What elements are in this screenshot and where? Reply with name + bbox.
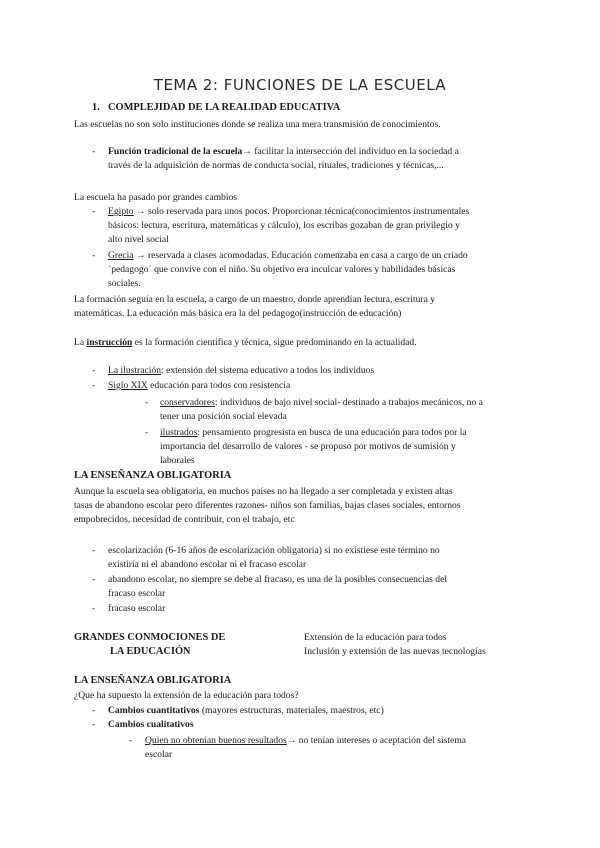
bullet-dash: -	[92, 380, 96, 391]
funcion-text-1: → facilitar la intersección del individuo en la sociedad a	[242, 146, 459, 157]
bullet-dash: -	[92, 206, 96, 217]
conmociones-heading-2: LA EDUCACIÓN	[110, 646, 191, 657]
funcion-term: Función tradicional de la escuela	[108, 146, 243, 157]
conservadores-term: conservadores	[160, 397, 215, 408]
bullet-dash: -	[92, 146, 96, 157]
instruccion-post: es la formación científica y técnica, sigue predominando en la actualidad.	[132, 337, 417, 348]
ilustrados-line-1	[160, 426, 467, 439]
ilustrados-line-3: laborales	[160, 455, 195, 466]
escolarizacion-line-2: existiría ni el abandono escolar ni el fracaso escolar	[108, 559, 307, 570]
section-heading-complejidad: COMPLEJIDAD DE LA REALIDAD EDUCATIVA	[108, 102, 341, 113]
obligatoria-line-2: tasas de abandono escolar pero diferentes razones- niños son familias, bajas clases sociales, entornos	[74, 500, 461, 511]
grecia-line-2: `pedagogo´ que convive con el niño. Su objetivo era inculcar valores y habilidades básicas	[108, 264, 456, 275]
instruccion-term: instrucción	[86, 337, 133, 348]
bullet-dash: -	[92, 365, 96, 376]
egipto-line-1	[108, 205, 469, 218]
egipto-text-1: → solo reservada para unos pocos. Proporcionar técnica(conocimientos instrumentales	[133, 206, 470, 217]
quien-text-1: → no tenían intereses o aceptación del sistema	[286, 735, 467, 746]
question-line: ¿Que ha supuesto la extensión de la educación para todos?	[74, 690, 299, 701]
section-heading-obligatoria: LA ENSEÑANZA OBLIGATORIA	[74, 470, 232, 481]
ilustracion-term: La ilustración	[108, 365, 162, 376]
bullet-dash: -	[92, 545, 96, 556]
abandono-line-1: abandono escolar, no siempre se debe al fracaso, es una de la posibles consecuencias del	[108, 574, 447, 585]
conmociones-heading-1: GRANDES CONMOCIONES DE	[74, 632, 226, 643]
changes-intro: La escuela ha pasado por grandes cambios	[74, 192, 238, 203]
section-heading-obligatoria-2: LA ENSEÑANZA OBLIGATORIA	[74, 675, 232, 686]
egipto-term: Egipto	[108, 206, 134, 217]
grecia-line-3: sociales.	[108, 278, 141, 289]
ilustrados-text-1: : pensamiento progresista en busca de una educación para todos por la	[197, 427, 467, 438]
formacion-line-2: matemáticas. La educación más básica era la del pedagogo(instrucción de educación)	[74, 308, 402, 319]
ilustracion-text: : extensión del sistema educativo a todos los individuos	[161, 365, 375, 376]
page-title: TEMA 2: FUNCIONES DE LA ESCUELA	[153, 76, 447, 94]
conservadores-line-2: tener una posición social elevada	[160, 411, 287, 422]
siglo-line	[108, 379, 290, 392]
section-number: 1.	[92, 102, 100, 113]
cuantitativos-term: Cambios cuantitativos	[108, 705, 200, 716]
obligatoria-line-3: empobrecidos, necesidad de contribuir, con el trabajo, etc	[74, 514, 295, 525]
bullet-dash: -	[145, 397, 149, 408]
funcion-line-2: través de la adquisición de normas de conducta social, rituales, tradiciones y técnicas,...	[108, 160, 444, 171]
bullet-dash: -	[129, 735, 133, 746]
instruccion-pre: La	[74, 337, 87, 348]
conservadores-text-1: : individuos de bajo nivel social- destinado a trabajos mecánicos, no a	[214, 397, 483, 408]
grecia-term: Grecia	[108, 250, 134, 261]
cualitativos-line: Cambios cualitativos	[108, 719, 194, 730]
quien-line-2: escolar	[145, 749, 173, 760]
conservadores-line-1	[160, 396, 483, 409]
obligatoria-line-1: Aunque la escuela sea obligatoria, en muchos países no ha llegado a ser completada y existen altas	[74, 486, 453, 497]
egipto-line-2: básicos: lectura, escritura, matemáticas y cálculo), los escribas gozaban de gran privilegio y	[108, 220, 460, 231]
cuantitativos-line	[108, 704, 384, 717]
quien-term: Quien no obtenían buenos resultados	[145, 735, 287, 746]
quien-line-1	[145, 734, 466, 747]
siglo-text: educación para todos con resistencia	[147, 380, 291, 391]
bullet-dash: -	[92, 250, 96, 261]
grecia-text-1: → reservada a clases acomodadas. Educación comenzaba en casa a cargo de un criado	[133, 250, 468, 261]
grecia-line-1	[108, 249, 468, 262]
bullet-dash: -	[92, 603, 96, 614]
egipto-line-3: alto nivel social	[108, 234, 169, 245]
bullet-dash: -	[145, 427, 149, 438]
bullet-dash: -	[92, 705, 96, 716]
bullet-dash: -	[92, 719, 96, 730]
escolarizacion-line-1: escolarización (6-16 años de escolarización obligatoria) si no existiese este término no	[108, 545, 440, 556]
cuantitativos-text: (mayores estructuras, materiales, maestros, etc)	[199, 705, 384, 716]
intro-paragraph: Las escuelas no son solo instituciones donde se realiza una mera transmisión de conocimientos.	[74, 119, 441, 130]
siglo-term: Siglo XIX	[108, 380, 148, 391]
bullet-dash: -	[92, 574, 96, 585]
abandono-line-2: fracaso escolar	[108, 588, 166, 599]
formacion-line-1: La formación seguía en la escuela, a cargo de un maestro, donde aprendían lectura, escritura y	[74, 294, 436, 305]
ilustrados-line-2: importancia del desarrollo de valores - se propuso por motivos de sumisión y	[160, 441, 456, 452]
conmociones-item-1: Extensión de la educación para todos	[304, 632, 447, 643]
funcion-line-1	[108, 145, 459, 158]
ilustrados-term: ilustrados	[160, 427, 198, 438]
ilustracion-line	[108, 364, 374, 377]
conmociones-item-2: Inclusión y extensión de las nuevas tecnologías	[304, 646, 486, 657]
fracaso-line: fracaso escolar	[108, 603, 166, 614]
instruccion-line	[74, 336, 417, 349]
